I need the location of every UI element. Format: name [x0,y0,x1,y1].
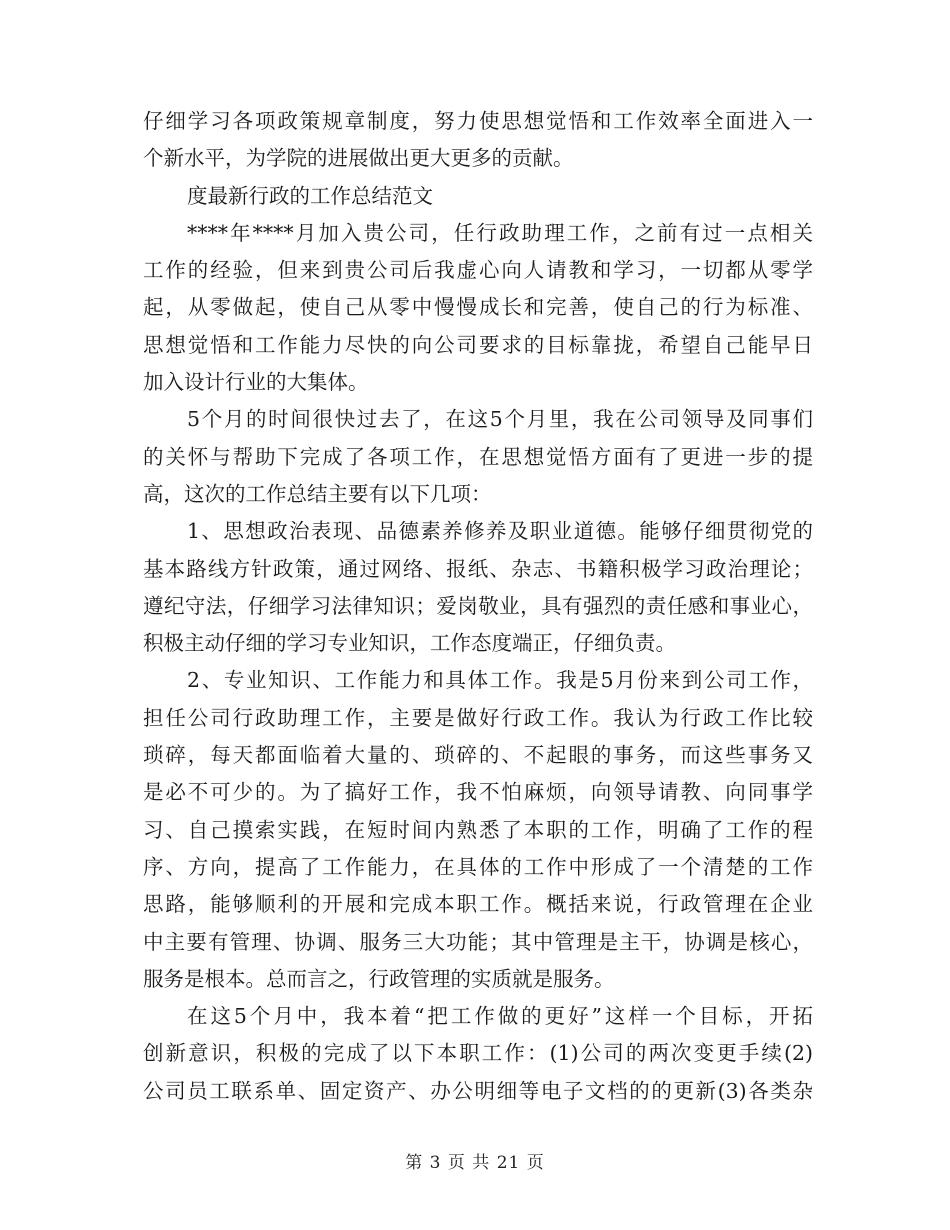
text-line: 是必不可少的。为了搞好工作，我不怕麻烦，向领导请教、向同事学 [143,780,813,805]
document-body [143,103,813,1110]
text-line: 遵纪守法，仔细学习法律知识；爱岗敬业，具有强烈的责任感和事业心， [143,593,813,618]
text-line: 5个月的时间很快过去了，在这5个月里，我在公司领导及同事们 [187,407,813,432]
page-number-footer: 第 3 页 共 21 页 [405,1153,545,1173]
text-line: 服务是根本。总而言之，行政管理的实质就是服务。 [143,966,615,991]
text-line: 1、思想政治表现、品德素养修养及职业道德。能够仔细贯彻党的 [187,519,813,544]
text-line: 加入设计行业的大集体。 [143,370,369,395]
text-line: ****年****月加入贵公司，任行政助理工作，之前有过一点相关 [187,220,813,245]
text-line: 序、方向，提高了工作能力，在具体的工作中形成了一个清楚的工作 [143,854,813,879]
text-line: 基本路线方针政策，通过网络、报纸、杂志、书籍积极学习政治理论； [143,556,813,581]
text-line: 仔细学习各项政策规章制度，努力使思想觉悟和工作效率全面进入一 [143,109,813,133]
text-line: 担任公司行政助理工作，主要是做好行政工作。我认为行政工作比较 [143,705,813,730]
text-line: 起，从零做起，使自己从零中慢慢成长和完善，使自己的行为标准、 [143,295,813,320]
text-line: 中主要有管理、协调、服务三大功能；其中管理是主干，协调是核心， [143,929,813,954]
text-line: 创新意识，积极的完成了以下本职工作：(1)公司的两次变更手续(2) [143,1041,813,1066]
text-line: 思路，能够顺利的开展和完成本职工作。概括来说，行政管理在企业 [143,892,813,917]
text-line: 2、专业知识、工作能力和具体工作。我是5月份来到公司工作， [187,668,813,693]
text-line: 思想觉悟和工作能力尽快的向公司要求的目标靠拢，希望自己能早日 [143,332,813,357]
text-line: 习、自己摸索实践，在短时间内熟悉了本职的工作，明确了工作的程 [143,817,813,842]
text-line: 琐碎，每天都面临着大量的、琐碎的、不起眼的事务，而这些事务又 [143,743,813,768]
text-line: 在这5个月中，我本着“把工作做的更好”这样一个目标，开拓 [187,1004,813,1029]
section-heading: 度最新行政的工作总结范文 [187,183,433,208]
text-line: 积极主动仔细的学习专业知识，工作态度端正，仔细负责。 [143,631,676,656]
text-line: 的关怀与帮助下完成了各项工作，在思想觉悟方面有了更进一步的提 [143,444,813,469]
text-line: 高，这次的工作总结主要有以下几项： [143,481,492,506]
text-line: 个新水平，为学院的进展做出更大更多的贡献。 [143,146,574,171]
text-line: 公司员工联系单、固定资产、办公明细等电子文档的的更新(3)各类杂 [143,1078,813,1103]
text-line: 工作的经验，但来到贵公司后我虚心向人请教和学习，一切都从零学 [143,258,813,283]
